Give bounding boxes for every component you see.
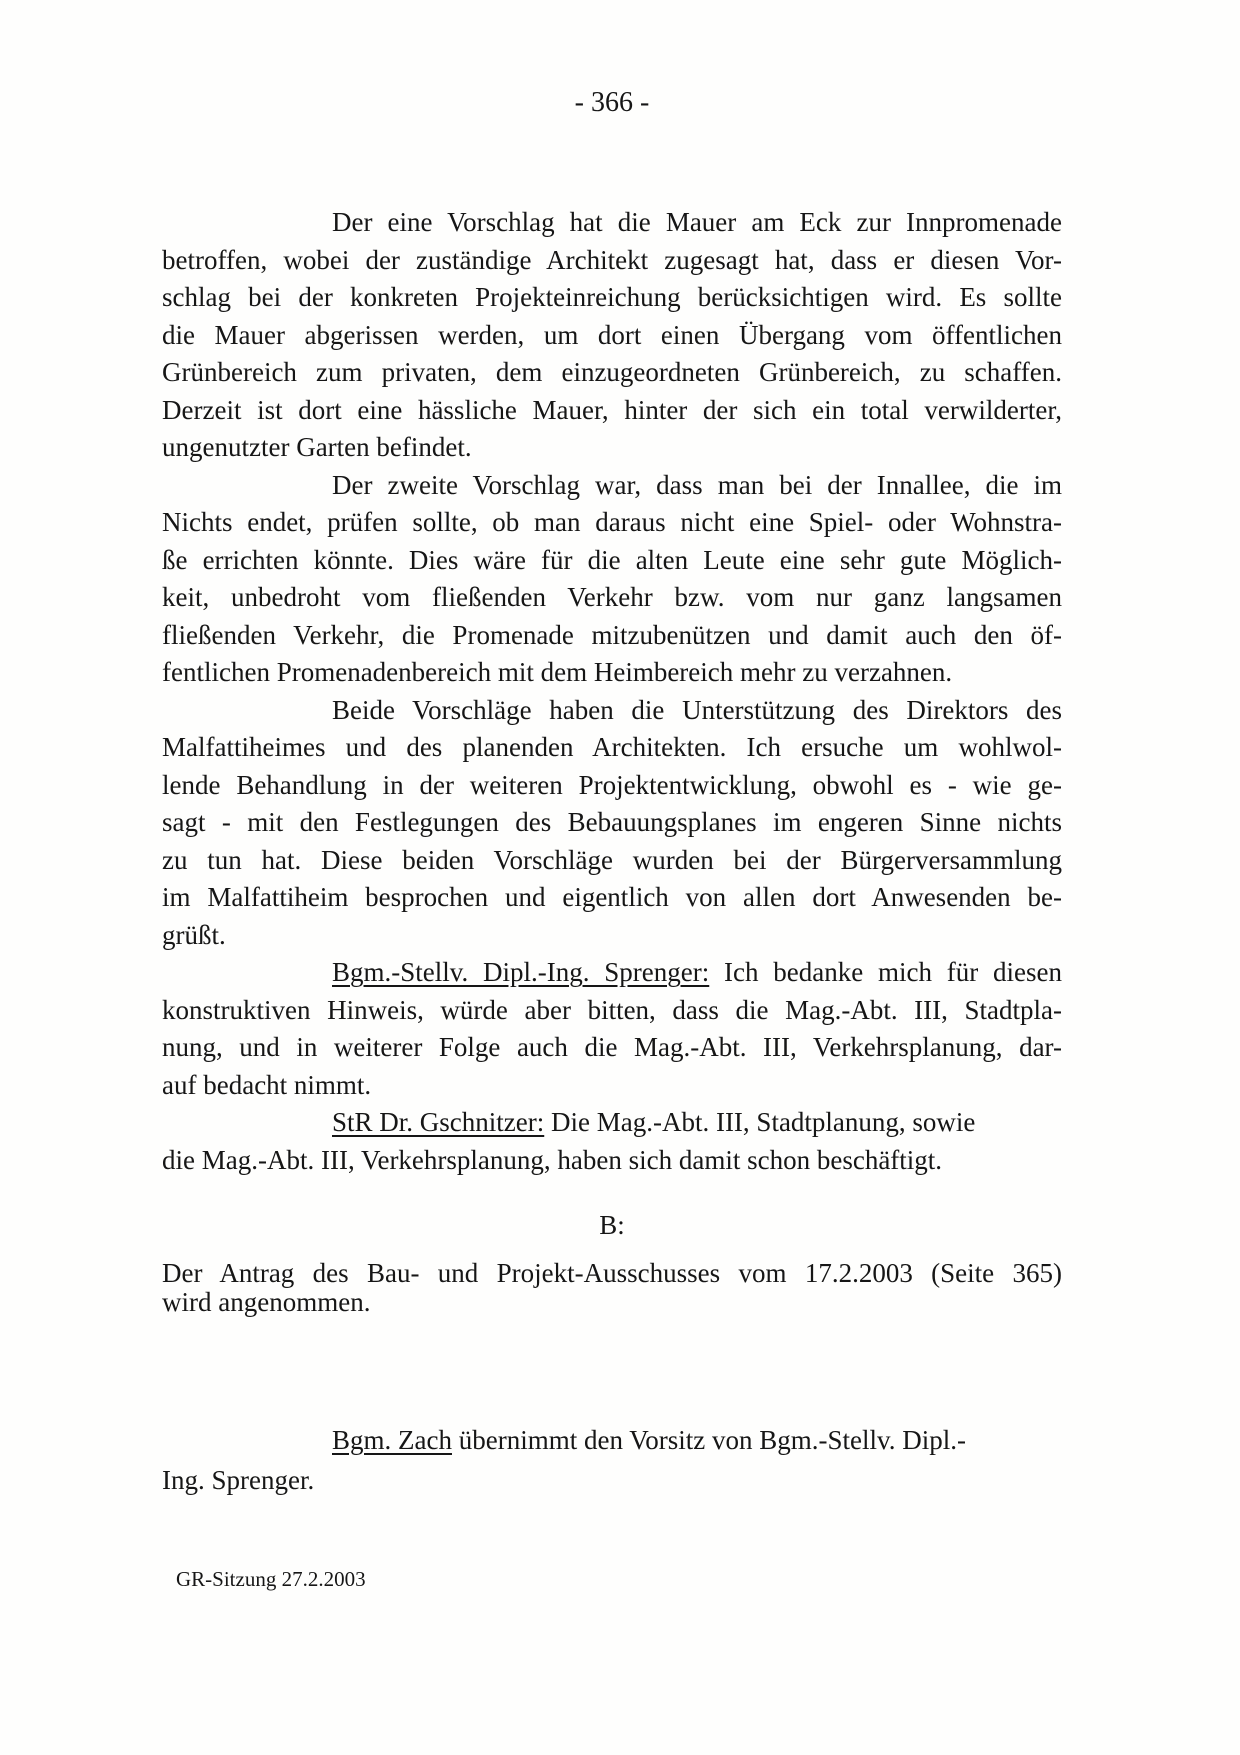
text-segment: Der zweite Vorschlag war, dass man bei der Innallee, die im	[332, 469, 1062, 500]
text-line	[162, 429, 1062, 467]
text-line	[162, 954, 1062, 992]
text-line	[162, 1420, 1062, 1460]
text-segment: Grünbereich zum privaten, dem einzugeordneten Grünbereich, zu schaffen.	[162, 357, 1062, 387]
page-number: - 366 -	[574, 87, 650, 118]
text-line	[162, 767, 1062, 805]
text-line	[162, 842, 1062, 880]
text-segment: wird angenommen.	[162, 1286, 371, 1317]
text-line	[162, 1142, 1062, 1180]
text-line	[162, 992, 1062, 1030]
text-segment: im Malfattiheim besprochen und eigentlich von allen dort Anwesenden be-	[162, 882, 1062, 912]
speaker-name: StR Dr. Gschnitzer:	[332, 1107, 545, 1137]
footer-note: GR-Sitzung 27.2.2003	[176, 1567, 366, 1591]
text-segment: Beide Vorschläge haben die Unterstützung des Direktors des	[332, 694, 1062, 725]
text-line	[162, 804, 1062, 842]
text-segment: fließenden Verkehr, die Promenade mitzubenützen und damit auch den öf-	[162, 619, 1062, 650]
text-line	[162, 1104, 1062, 1142]
text-line	[162, 542, 1062, 580]
text-line	[162, 1207, 1062, 1245]
paragraph-8	[162, 1420, 1062, 1500]
text-segment: Ich bedanke mich für diesen	[709, 957, 1062, 987]
paragraph-4	[162, 954, 1062, 1104]
text-line	[162, 1460, 1062, 1500]
text-segment: auf bedacht nimmt.	[162, 1069, 372, 1100]
text-line	[162, 504, 1062, 542]
text-line	[162, 879, 1062, 917]
text-segment: übernimmt den Vorsitz von Bgm.-Stellv. Dipl.-	[451, 1424, 966, 1455]
document-body	[162, 204, 1062, 1500]
paragraph-5	[162, 1104, 1062, 1179]
text-segment: Die Mag.-Abt. III, Stadtplanung, sowie	[544, 1107, 976, 1137]
text-line	[162, 467, 1062, 505]
paragraph-3	[162, 692, 1062, 955]
text-line	[162, 917, 1062, 955]
paragraph-1	[162, 204, 1062, 467]
text-segment: nung, und in weiterer Folge auch die Mag.-Abt. III, Verkehrsplanung, dar-	[162, 1032, 1062, 1062]
text-line	[162, 654, 1062, 692]
text-line	[162, 204, 1062, 242]
text-segment: grüßt.	[162, 919, 226, 950]
text-line	[162, 1259, 1062, 1288]
paragraph-7	[162, 1259, 1062, 1317]
text-segment: schlag bei der konkreten Projekteinreichung berücksichtigen wird. Es sollte	[162, 282, 1062, 312]
text-line	[162, 579, 1062, 617]
text-line	[162, 1067, 1062, 1105]
text-segment: keit, unbedroht vom fließenden Verkehr bzw. vom nur ganz langsamen	[162, 582, 1062, 612]
paragraph-6	[162, 1207, 1062, 1245]
paragraph-2	[162, 467, 1062, 692]
text-segment: Der Antrag des Bau- und Projekt-Ausschusses vom 17.2.2003 (Seite 365)	[162, 1257, 1062, 1288]
text-segment: Ing. Sprenger.	[162, 1464, 315, 1495]
text-line	[162, 617, 1062, 655]
text-segment: Der eine Vorschlag hat die Mauer am Eck zur Innpromenade	[332, 207, 1062, 237]
text-segment: B:	[599, 1210, 625, 1240]
text-line	[162, 354, 1062, 392]
text-segment: lende Behandlung in der weiteren Projektentwicklung, obwohl es - wie ge-	[162, 769, 1062, 800]
text-segment: betroffen, wobei der zuständige Architekt zugesagt hat, dass er diesen Vor-	[162, 244, 1062, 275]
text-segment: zu tun hat. Diese beiden Vorschläge wurden bei der Bürgerversammlung	[162, 844, 1062, 875]
speaker-name: Bgm. Zach	[332, 1424, 452, 1455]
text-segment: konstruktiven Hinweis, würde aber bitten, dass die Mag.-Abt. III, Stadtpla-	[162, 994, 1062, 1025]
text-line	[162, 392, 1062, 430]
speaker-name: Bgm.-Stellv. Dipl.-Ing. Sprenger:	[332, 957, 710, 987]
text-segment: Nichts endet, prüfen sollte, ob man daraus nicht eine Spiel- oder Wohnstra-	[162, 507, 1062, 537]
text-line	[162, 692, 1062, 730]
text-line	[162, 1029, 1062, 1067]
text-line	[162, 279, 1062, 317]
text-segment: die Mauer abgerissen werden, um dort einen Übergang vom öffentlichen	[162, 319, 1062, 350]
text-line	[162, 729, 1062, 767]
text-segment: ße errichten könnte. Dies wäre für die alten Leute eine sehr gute Möglich-	[162, 544, 1062, 575]
text-segment: ungenutzter Garten befindet.	[162, 432, 472, 462]
text-line	[162, 1288, 1062, 1317]
text-segment: Malfattiheimes und des planenden Architekten. Ich ersuche um wohlwol-	[162, 732, 1062, 762]
text-segment: Derzeit ist dort eine hässliche Mauer, hinter der sich ein total verwilderter,	[162, 394, 1062, 425]
text-segment: fentlichen Promenadenbereich mit dem Heimbereich mehr zu verzahnen.	[162, 657, 953, 687]
text-line	[162, 242, 1062, 280]
text-segment: die Mag.-Abt. III, Verkehrsplanung, haben sich damit schon beschäftigt.	[162, 1144, 943, 1175]
text-line	[162, 317, 1062, 355]
text-segment: sagt - mit den Festlegungen des Bebauungsplanes im engeren Sinne nichts	[162, 807, 1062, 837]
